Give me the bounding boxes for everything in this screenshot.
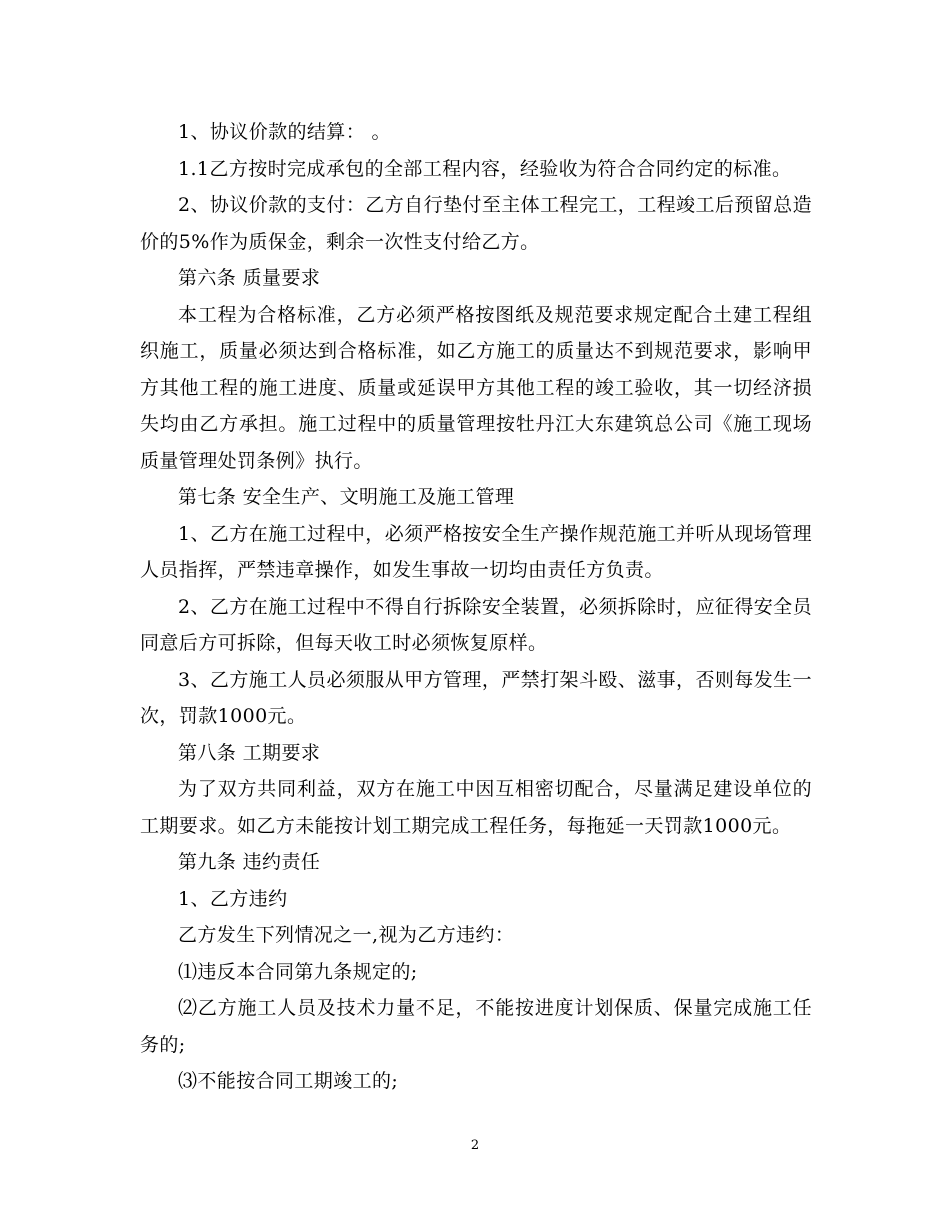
paragraph-safety-3: 3、乙方施工人员必须服从甲方管理，严禁打架斗殴、滋事，否则每发生一次，罚款1000元。 [140,668,812,727]
page-number: 2 [470,1138,480,1153]
heading-article-8: 第八条 工期要求 [178,741,321,764]
paragraph-settlement: 1、协议价款的结算： 。 [178,121,391,143]
paragraph-payment: 2、协议价款的支付：乙方自行垫付至主体工程完工，工程竣工后预留总造价的5%作为质保金，剩余一次性支付给乙方。 [140,194,812,253]
paragraph-quality: 本工程为合格标准，乙方必须严格按图纸及规范要求规定配合土建工程组织施工，质量必须达到合格标准，如乙方施工的质量达不到规范要求，影响甲方其他工程的施工进度、质量或延误甲方其他工程的竣工验收，其一切经济损失均由乙方承担。施工过程中的质量管理按牡丹江大东建筑总公司《施工现场质量管理处罚条例》执行。 [140,303,812,472]
heading-article-9: 第九条 违约责任 [178,851,321,873]
paragraph-completion-standard: 1.1乙方按时完成承包的全部工程内容，经验收为符合合同约定的标准。 [178,157,792,180]
paragraph-breach-conditions: 乙方发生下列情况之一,视为乙方违约： [178,924,515,946]
list-item-breach-3: ⑶不能按合同工期竣工的; [178,1070,399,1092]
heading-article-6: 第六条 质量要求 [178,267,321,289]
paragraph-breach-party-b: 1、乙方违约 [178,887,288,910]
list-item-breach-2: ⑵乙方施工人员及技术力量不足，不能按进度计划保质、保量完成施工任务的; [140,997,812,1056]
paragraph-safety-2: 2、乙方在施工过程中不得自行拆除安全装置，必须拆除时，应征得安全员同意后方可拆除，但每天收工时必须恢复原样。 [140,595,812,654]
document-body [140,114,812,1100]
paragraph-safety-1: 1、乙方在施工过程中，必须严格按安全生产操作规范施工并听从现场管理人员指挥，严禁违章操作，如发生事故一切均由责任方负责。 [140,522,812,581]
paragraph-schedule: 为了双方共同利益，双方在施工中因互相密切配合，尽量满足建设单位的工期要求。如乙方未能按计划工期完成工程任务，每拖延一天罚款1000元。 [140,778,812,837]
heading-article-7: 第七条 安全生产、文明施工及施工管理 [178,486,515,508]
list-item-breach-1: ⑴违反本合同第九条规定的; [178,960,418,983]
